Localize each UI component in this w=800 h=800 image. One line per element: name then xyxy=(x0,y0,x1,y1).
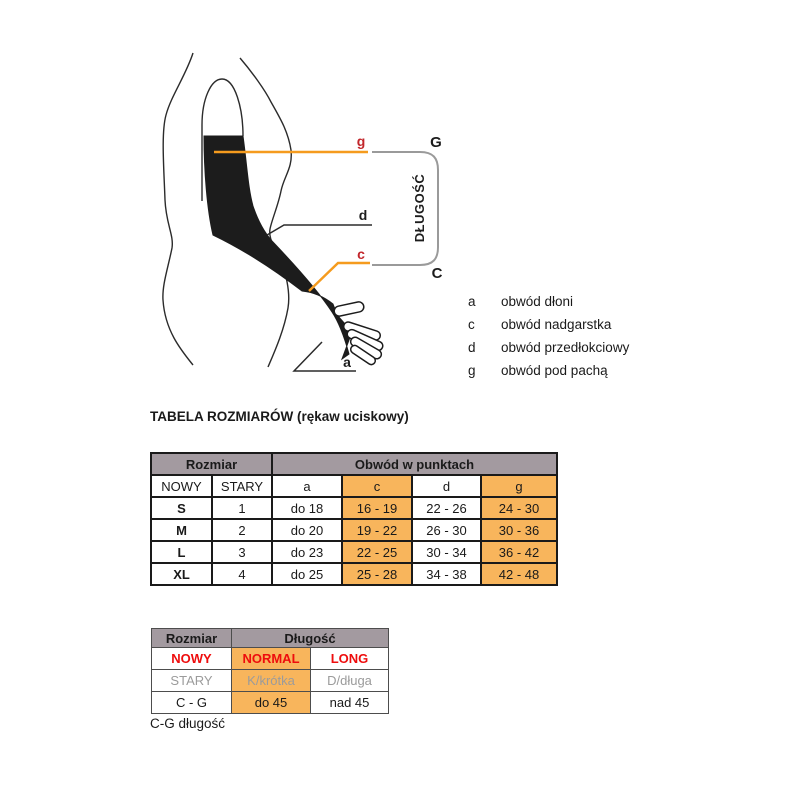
legend-desc: obwód nadgarstka xyxy=(501,317,612,332)
table-cell: LONG xyxy=(311,648,389,670)
legend-item-g xyxy=(468,359,629,382)
bracket-label-C: C xyxy=(431,265,443,282)
table-cell: NORMAL xyxy=(232,648,311,670)
length-bracket xyxy=(372,152,438,265)
table-cell: 26 - 30 xyxy=(412,519,481,541)
table-row xyxy=(151,475,557,497)
measurement-line-c xyxy=(309,263,370,291)
legend-desc: obwód pod pachą xyxy=(501,363,608,378)
thumb xyxy=(333,301,364,317)
table-cell: do 20 xyxy=(272,519,342,541)
size-table xyxy=(150,452,558,586)
legend-desc: obwód przedłokciowy xyxy=(501,340,630,355)
table-cell: 30 - 36 xyxy=(481,519,557,541)
table-cell: do 23 xyxy=(272,541,342,563)
table-cell: 4 xyxy=(212,563,272,585)
table-cell: do 45 xyxy=(232,692,311,714)
table-row-cg xyxy=(152,692,389,714)
legend-key: d xyxy=(468,340,476,355)
measurement-legend xyxy=(468,290,629,382)
table-cell: M xyxy=(151,519,212,541)
table-cell: 22 - 26 xyxy=(412,497,481,519)
table-cell: NOWY xyxy=(152,648,232,670)
length-table-caption: C-G długość xyxy=(150,716,226,731)
table-cell: 36 - 42 xyxy=(481,541,557,563)
compression-sleeve xyxy=(204,136,352,359)
header-obwod: Obwód w punktach xyxy=(272,453,557,475)
table-cell: L xyxy=(151,541,212,563)
body-outline-left xyxy=(163,53,193,365)
header-rozmiar: Rozmiar xyxy=(151,453,272,475)
measurement-line-d xyxy=(267,225,372,235)
table-cell: 22 - 25 xyxy=(342,541,412,563)
header-dlugosc: Długość xyxy=(232,629,389,648)
length-table xyxy=(151,628,389,714)
table-row xyxy=(152,629,389,648)
col-header-g: g xyxy=(481,475,557,497)
table-cell: 2 xyxy=(212,519,272,541)
legend-key: c xyxy=(468,317,475,332)
point-label-d: d xyxy=(358,207,368,223)
table-row-size-xl xyxy=(151,563,557,585)
table-cell: 42 - 48 xyxy=(481,563,557,585)
table-cell: 34 - 38 xyxy=(412,563,481,585)
legend-item-c xyxy=(468,313,629,336)
col-header-stary: STARY xyxy=(212,475,272,497)
point-label-a: a xyxy=(343,354,351,370)
header-rozmiar: Rozmiar xyxy=(152,629,232,648)
col-header-nowy: NOWY xyxy=(151,475,212,497)
table-row-size-s xyxy=(151,497,557,519)
table-cell: 3 xyxy=(212,541,272,563)
table-cell: 1 xyxy=(212,497,272,519)
col-header-d: d xyxy=(412,475,481,497)
table-cell: D/długa xyxy=(311,670,389,692)
table-cell: do 18 xyxy=(272,497,342,519)
table-cell: STARY xyxy=(152,670,232,692)
legend-key: g xyxy=(468,363,476,378)
table-cell: S xyxy=(151,497,212,519)
table-row-new xyxy=(152,648,389,670)
measurement-diagram xyxy=(0,0,470,400)
col-header-a: a xyxy=(272,475,342,497)
table-row xyxy=(151,453,557,475)
table-row-size-m xyxy=(151,519,557,541)
legend-item-d xyxy=(468,336,629,359)
legend-item-a xyxy=(468,290,629,313)
length-axis-label: DŁUGOŚĆ xyxy=(412,173,427,243)
table-cell: nad 45 xyxy=(311,692,389,714)
table-cell: XL xyxy=(151,563,212,585)
point-label-g: g xyxy=(356,133,366,149)
size-table-title: TABELA ROZMIARÓW (rękaw uciskowy) xyxy=(150,409,409,424)
table-cell: K/krótka xyxy=(232,670,311,692)
table-cell: do 25 xyxy=(272,563,342,585)
table-cell: 16 - 19 xyxy=(342,497,412,519)
legend-key: a xyxy=(468,294,476,309)
table-cell: 19 - 22 xyxy=(342,519,412,541)
table-row-old xyxy=(152,670,389,692)
table-row-size-l xyxy=(151,541,557,563)
point-label-c: c xyxy=(357,246,365,262)
col-header-c: c xyxy=(342,475,412,497)
legend-desc: obwód dłoni xyxy=(501,294,574,309)
table-cell: 24 - 30 xyxy=(481,497,557,519)
table-cell: 25 - 28 xyxy=(342,563,412,585)
table-cell: C - G xyxy=(152,692,232,714)
table-cell: 30 - 34 xyxy=(412,541,481,563)
bracket-label-G: G xyxy=(430,134,442,151)
